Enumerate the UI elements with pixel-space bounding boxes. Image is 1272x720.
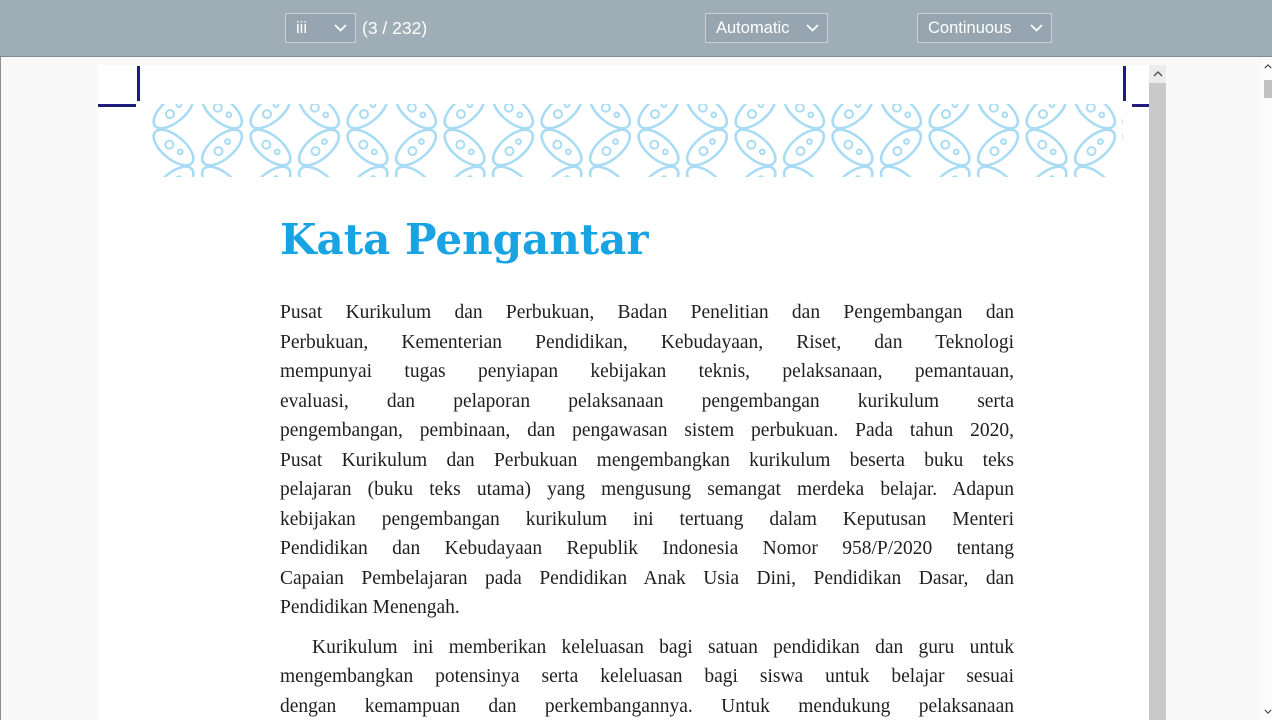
page-content [280, 216, 1014, 720]
text-line: mengembangkan potensinya serta keleluasan bagi siswa untuk belajar sesuai [280, 666, 1014, 687]
scroll-up-button[interactable] [1263, 60, 1272, 72]
window-scrollbar-thumb[interactable] [1264, 80, 1272, 98]
zoom-select[interactable] [705, 13, 828, 43]
page-select-value: iii [296, 18, 307, 37]
zoom-select-value: Automatic [716, 18, 790, 37]
chevron-up-icon [1153, 71, 1163, 77]
page-title: Kata Pengantar [280, 215, 649, 264]
text-line: Capaian Pembelajaran pada Pendidikan Anak Usia Dini, Pendidikan Dasar, dan [280, 567, 1014, 589]
text-line: mempunyai tugas penyiapan kebijakan teknis, pelaksanaan, pemantauan, [280, 361, 1014, 382]
crop-mark [98, 104, 136, 107]
scroll-down-button[interactable] [1263, 705, 1272, 717]
chevron-up-icon [1264, 64, 1272, 69]
text-line: Pusat Kurikulum dan Perbukuan, Badan Penelitian dan Pengembangan dan [280, 302, 1014, 323]
body-text [280, 298, 1014, 720]
view-mode-select[interactable] [917, 13, 1052, 43]
crop-mark [137, 66, 140, 101]
chevron-down-icon [1030, 24, 1043, 32]
text-line: Pendidikan Menengah. [280, 597, 460, 618]
crop-mark [1132, 104, 1149, 107]
scroll-up-button[interactable] [1149, 65, 1166, 83]
text-line: evaluasi, dan pelaporan pelaksanaan pengembangan kurikulum serta [280, 390, 1014, 412]
text-line: Pendidikan dan Kebudayaan Republik Indonesia Nomor 958/P/2020 tentang [280, 538, 1014, 559]
text-line: dengan kemampuan dan perkembangannya. Untuk mendukung pelaksanaan [280, 695, 1014, 717]
viewer-area [0, 57, 1272, 720]
text-line: kebijakan pengembangan kurikulum ini tertuang dalam Keputusan Menteri [280, 508, 1014, 530]
window-scrollbar[interactable] [1263, 57, 1272, 720]
text-line: pengembangan, pembinaan, dan pengawasan sistem perbukuan. Pada tahun 2020, [280, 420, 1014, 441]
text-line: Perbukuan, Kementerian Pendidikan, Kebudayaan, Riset, dan Teknologi [280, 331, 1014, 353]
text-line: pelajaran (buku teks utama) yang mengusung semangat merdeka belajar. Adapun [280, 479, 1014, 500]
chevron-down-icon [806, 24, 819, 32]
text-line: Pusat Kurikulum dan Perbukuan mengembangkan kurikulum beserta buku teks [280, 449, 1014, 471]
paragraph [280, 298, 1014, 623]
text-line: Kurikulum ini memberikan keleluasan bagi satuan pendidikan dan guru untuk [312, 636, 1014, 658]
paragraph [280, 633, 1014, 720]
view-mode-select-value: Continuous [928, 18, 1012, 37]
chevron-down-icon [334, 24, 347, 32]
pdf-toolbar [0, 0, 1272, 57]
page-select[interactable] [285, 13, 356, 43]
crop-mark [1123, 66, 1126, 101]
pdf-scrollbar-thumb[interactable] [1149, 83, 1166, 720]
page-indicator: (3 / 232) [362, 18, 428, 38]
pdf-page [98, 65, 1149, 720]
chevron-down-icon [1264, 709, 1272, 714]
pdf-scrollbar[interactable] [1149, 65, 1166, 720]
batik-pattern-band [149, 104, 1123, 177]
